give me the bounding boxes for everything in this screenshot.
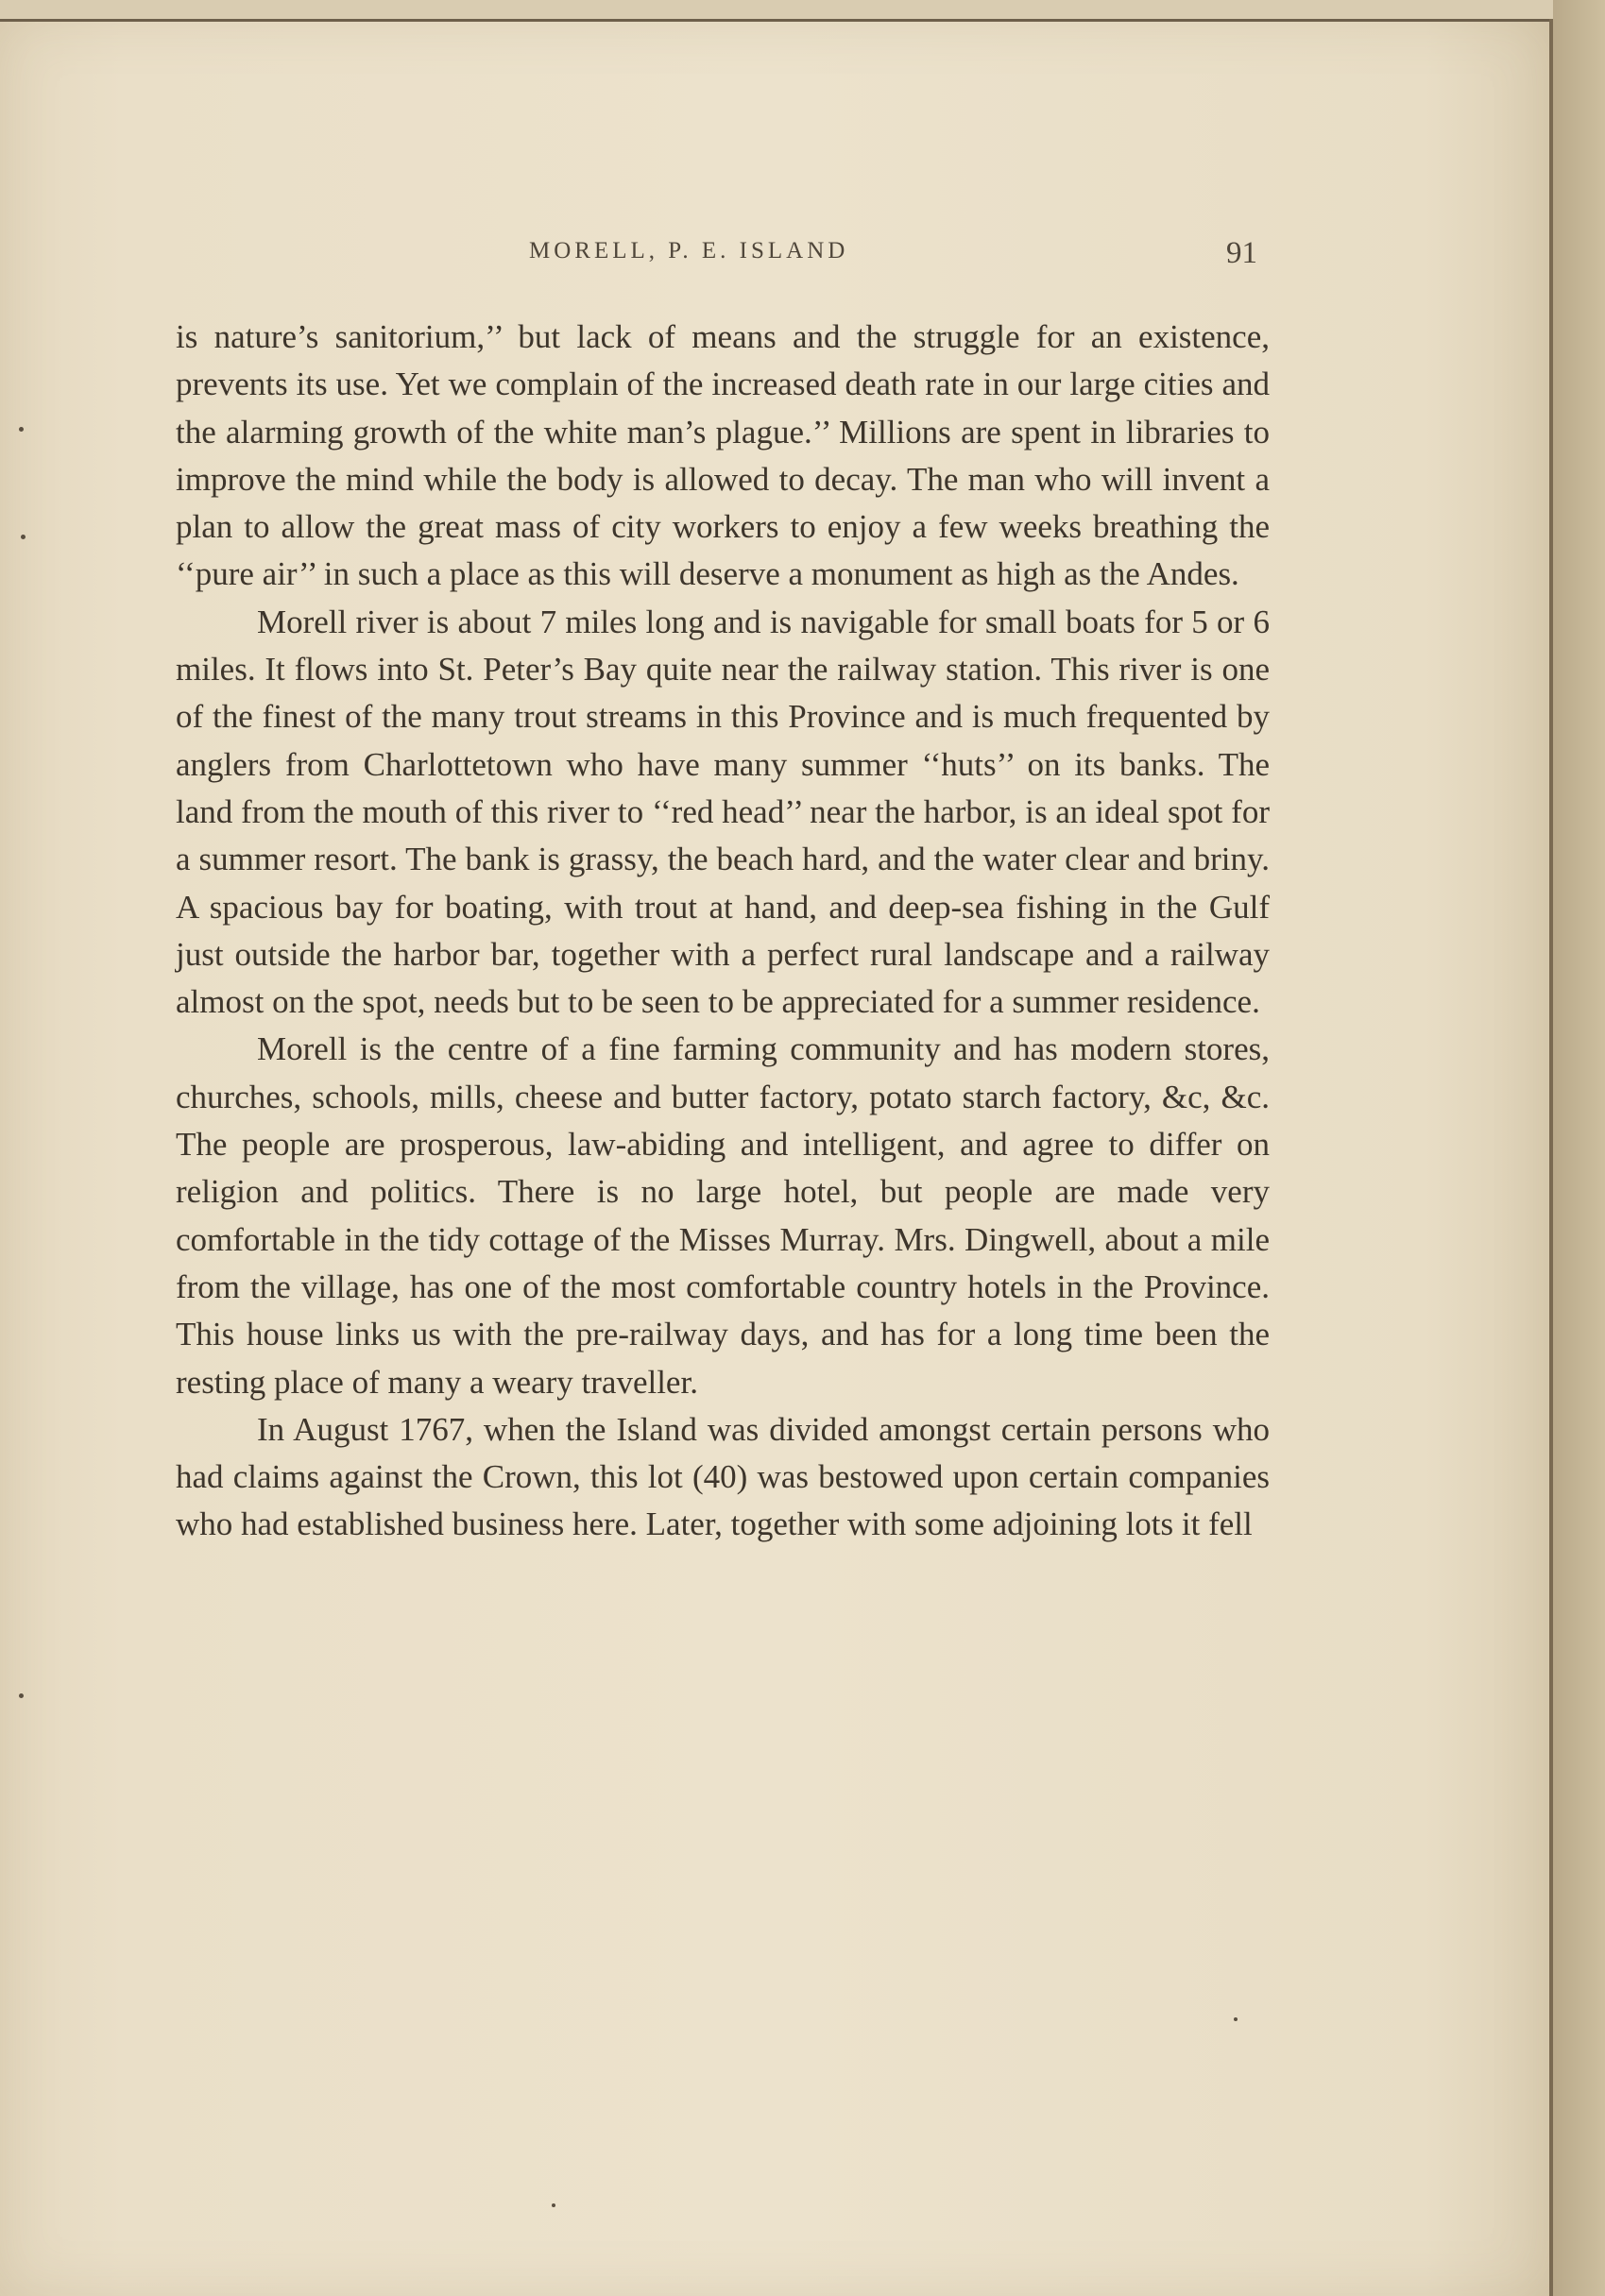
body-text [176,314,1270,1549]
paper-speck [552,2203,555,2207]
paragraph-4: In August 1767, when the Island was divided amongst certain persons who had claims against the Crown, this lot (40) was bestowed upon certain companies who had established business here. Later, together with some adjoining lots it fell [176,1410,1270,1543]
paper-speck [1234,2017,1238,2021]
paragraph-2: Morell river is about 7 miles long and is navigable for small boats for 5 or 6 miles. It flows into St. Peter’s Bay quite near the railway station. This river is one of the finest of the many trout streams in this Province and is much frequented by anglers from Charlottetown who have many summer ‘‘huts’’ on its banks. The land from the mouth of this river to ‘‘red head’’ near the harbor, is an ideal spot for a summer resort. The bank is grassy, the beach hard, and the water clear and briny. A spacious bay for boating, with trout at hand, and deep-sea fishing in the Gulf just outside the harbor bar, together with a perfect rural landscape and a railway almost on the spot, needs but to be seen to be appreciated for a summer residence. [176,603,1270,1021]
paper-speck [21,535,26,539]
page-number: 91 [1226,236,1257,270]
running-header [0,236,1549,274]
paragraph-1: is nature’s sanitorium,’’ but lack of means and the struggle for an existence, prevents its use. Yet we complain of the increased death rate in our large cities and the alarming growth of the white man’s plague.’’ Millions are spent in libraries to improve the mind while the body is allowed to decay. The man who will invent a plan to allow the great mass of city workers to enjoy a few weeks breathing the ‘‘pure air’’ in such a place as this will deserve a monument as high as the Andes. [176,318,1270,593]
paper-speck [19,427,24,432]
page-top-edge [0,19,1549,22]
paragraph-3: Morell is the centre of a fine farming community and has modern stores, churches, schools, mills, cheese and butter factory, potato starch factory, &c, &c. The people are prosperous, law-abiding and intelligent, and agree to differ on religion and politics. There is no large hotel, but people are made very comfortable in the tidy cottage of the Misses Murray. Mrs. Dingwell, about a mile from the village, has one of the most comfortable country hotels in the Province. This house links us with the pre-railway days, and has for a long time been the resting place of many a weary traveller. [176,1030,1270,1401]
binding-margin [1553,0,1605,2296]
running-title: MORELL, P. E. ISLAND [529,238,849,264]
paper-speck [19,1693,24,1698]
